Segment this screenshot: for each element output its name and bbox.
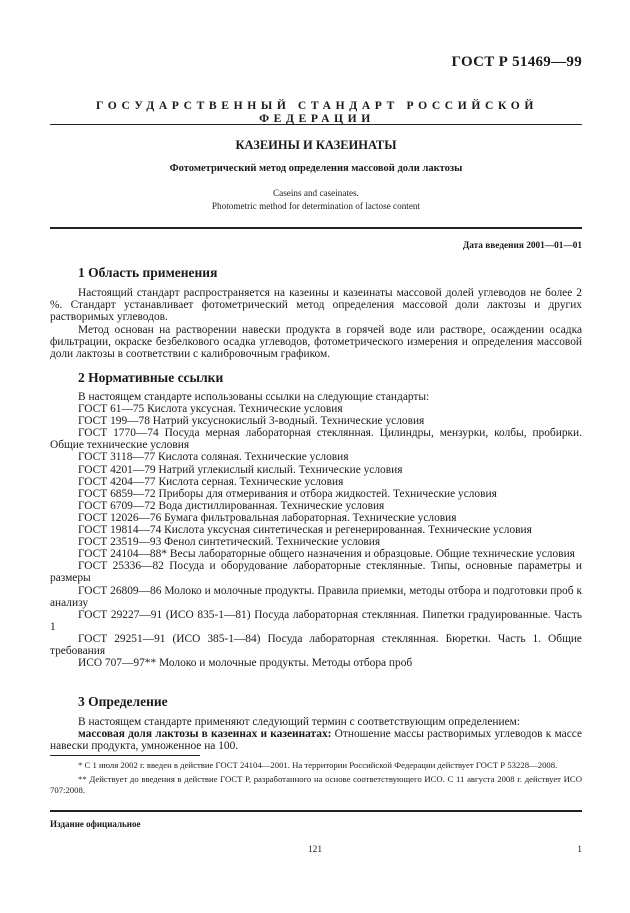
- reference-item: ГОСТ 29227—91 (ИСО 835-1—81) Посуда лабораторная стеклянная. Пипетки градуированные. Часть 1: [50, 608, 582, 633]
- term-definition-text: Отношение массы растворимых углеводов к массе навески продукта, умноженное на 100.: [50, 728, 582, 753]
- document-subtitle: Фотометрический метод определения массовой доли лактозы: [169, 163, 463, 174]
- section-1-body: [50, 287, 582, 360]
- footnote-1: * С 1 июля 2002 г. введен в действие ГОСТ 24104—2001. На территории Российской Федерации действует ГОСТ Р 53228—2008.: [78, 760, 558, 770]
- section-3-heading: 3 Определение: [78, 694, 168, 709]
- reference-item: ГОСТ 19814—74 Кислота уксусная синтетическая и регенерированная. Технические условия: [78, 524, 532, 537]
- section-3-body: [50, 716, 582, 753]
- gost-code: ГОСТ Р 51469—99: [451, 54, 582, 70]
- document-title: КАЗЕИНЫ И КАЗЕИНАТЫ: [235, 138, 397, 152]
- reference-item: ИСО 707—97** Молоко и молочные продукты. Методы отбора проб: [78, 657, 413, 670]
- page-number-center: 121: [307, 845, 323, 855]
- reference-item: ГОСТ 1770—74 Посуда мерная лабораторная стеклянная. Цилиндры, мензурки, колбы, пробирки. Общие технические условия: [50, 427, 582, 452]
- reference-item: ГОСТ 23519—93 Фенол синтетический. Технические условия: [78, 536, 381, 549]
- reference-item: ГОСТ 61—75 Кислота уксусная. Технические условия: [78, 403, 343, 416]
- introduction-date: Дата введения 2001—01—01: [462, 241, 582, 251]
- standard-title: ГОСУДАРСТВЕННЫЙ СТАНДАРТ РОССИЙСКОЙ ФЕДЕРАЦИИ: [96, 99, 538, 125]
- reference-intro: В настоящем стандарте использованы ссылки на следующие стандарты:: [78, 391, 430, 403]
- english-title-line1: Caseins and caseinates.: [273, 188, 359, 198]
- reference-item: ГОСТ 26809—86 Молоко и молочные продукты. Правила приемки, методы отбора и подготовки проб к анализу: [50, 584, 582, 609]
- reference-item: ГОСТ 12026—76 Бумага фильтровальная лабораторная. Технические условия: [78, 511, 457, 524]
- reference-item: ГОСТ 199—78 Натрий уксуснокислый 3-водный. Технические условия: [78, 415, 425, 428]
- reference-item: ГОСТ 29251—91 (ИСО 385-1—84) Посуда лабораторная стеклянная. Бюретки. Часть 1. Общие требования: [50, 632, 582, 657]
- reference-item: ГОСТ 6709—72 Вода дистиллированная. Технические условия: [78, 499, 385, 512]
- reference-item: ГОСТ 6859—72 Приборы для отмеривания и отбора жидкостей. Технические условия: [78, 487, 497, 500]
- reference-list: [50, 391, 582, 669]
- reference-item: ГОСТ 4201—79 Натрий углекислый кислый. Технические условия: [78, 463, 403, 476]
- footnote-2: ** Действует до введения в действие ГОСТ Р, разработанного на основе соответствующего ИСО. С 11 августа 2008 г. действует ИСО 707:2008.: [50, 774, 582, 795]
- title-rule: [50, 227, 582, 229]
- reference-item: ГОСТ 24104—88* Весы лабораторные общего назначения и образцовые. Общие технические условия: [78, 548, 575, 561]
- footnote-separator: [50, 755, 200, 756]
- section-1-heading: 1 Область применения: [78, 265, 218, 280]
- edition-label: Издание официальное: [50, 819, 141, 829]
- term-definition: [50, 728, 582, 752]
- reference-item: ГОСТ 25336—82 Посуда и оборудование лабораторные стеклянные. Типы, основные параметры и размеры: [50, 560, 582, 585]
- section-1-paragraph-1: Настоящий стандарт распространяется на казеины и казеинаты массовой долей углеводов не более 2 %. Стандарт устанавливает фотометрический метод определения массовой доли лактозы и других растворимых углеводов.: [50, 287, 582, 324]
- reference-item: ГОСТ 4204—77 Кислота серная. Технические условия: [78, 475, 344, 488]
- footer-rule: [50, 810, 582, 812]
- section-2-heading: 2 Нормативные ссылки: [78, 370, 224, 385]
- top-rule: [50, 124, 582, 125]
- section-3-intro: В настоящем стандарте применяют следующий термин с соответствующим определением:: [78, 716, 521, 728]
- defined-term: массовая доля лактозы в казеинах и казеинатах:: [78, 728, 332, 741]
- page-number-right: 1: [577, 845, 582, 855]
- english-title-line2: Photometric method for determination of lactose content: [211, 200, 421, 211]
- reference-item: ГОСТ 3118—77 Кислота соляная. Технические условия: [78, 451, 349, 464]
- section-1-paragraph-2: Метод основан на растворении навески продукта в горячей воде или растворе, осаждении осадка фильтрации, окраске безбелкового осадка углеводов, фотометрического измерения и определения массовой доли лактозы в соответствии с калибровочным графиком.: [50, 323, 582, 361]
- footnotes: [50, 760, 582, 799]
- english-title: [50, 187, 582, 212]
